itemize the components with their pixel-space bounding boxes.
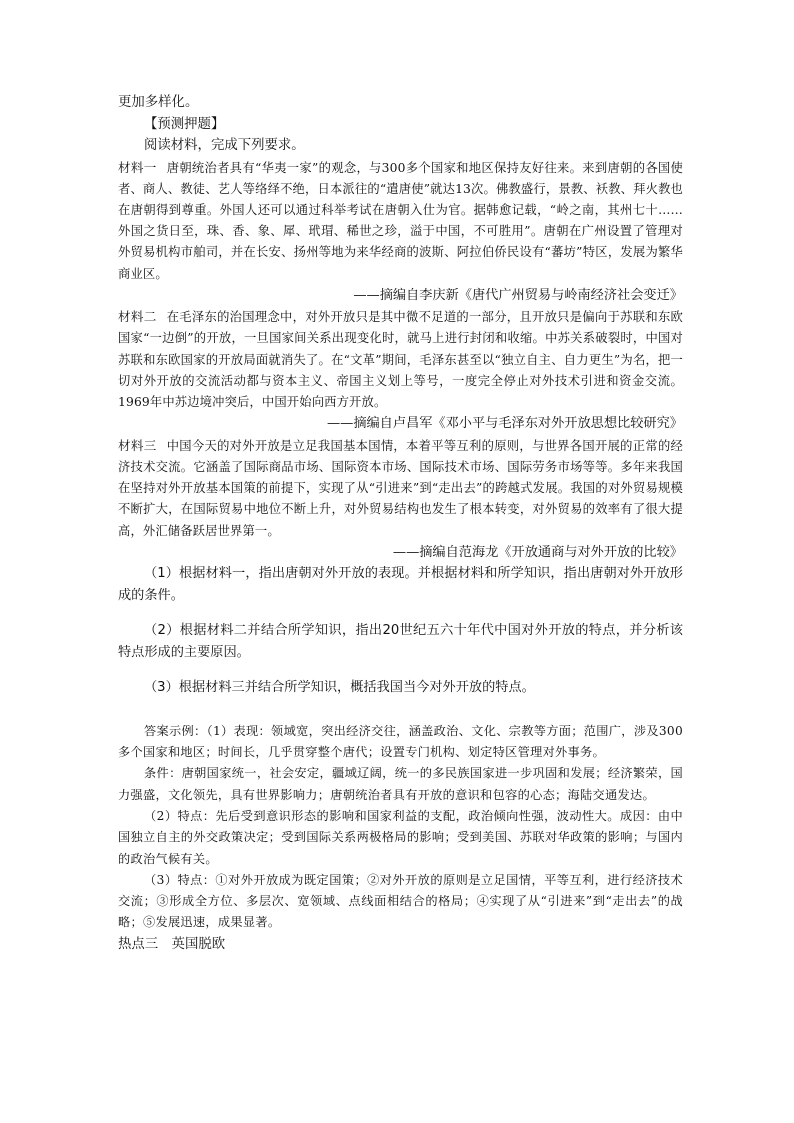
answer-1-conditions: 条件：唐朝国家统一，社会安定，疆域辽阔，统一的多民族国家进一步巩固和发展；经济繁荣，国力强盛，文化领先，具有世界影响力；唐朝统治者具有开放的意识和包容的心态；海陆交通发达。 <box>118 766 683 802</box>
instruction: 阅读材料，完成下列要求。 <box>144 138 305 153</box>
material-1 <box>118 157 683 285</box>
answer-2: （2）特点：先后受到意识形态的影响和国家利益的支配，政治倾向性强，波动性大。成因：由中国独立自主的外交政策决定；受到国际关系两极格局的影响；受到美国、苏联对华政策的影响；与国内的政治气候有关。 <box>118 808 683 866</box>
material-3 <box>118 435 683 542</box>
material-2-source: ——摘编自卢昌军《邓小平与毛泽东对外开放思想比较研究》 <box>326 416 683 432</box>
question-2: （2）根据材料二并结合所学知识，指出20世纪五六十年代中国对外开放的特点，并分析该特点形成的主要原因。 <box>118 623 683 660</box>
material-2-text: 在毛泽东的治国理念中，对外开放只是其中微不足道的一部分，且开放只是偏向于苏联和东欧国家“一边倒”的开放，一旦国家间关系出现变化时，就马上进行封闭和收缩。中苏关系破裂时，中国对苏联和东欧国家的开放局面就消失了。在“文革”期间，毛泽东甚至以“独立自主、自力更生”为名，把一切对外开放的交流活动都与资本主义、帝国主义划上等号，一度完全停止对外技术引进和资金交流。1969年中苏边境冲突后，中国开始向西方开放。 <box>118 310 683 410</box>
material-1-source: ——摘编自李庆新《唐代广州贸易与岭南经济社会变迁》 <box>353 287 683 303</box>
material-2-label: 材料二 <box>118 309 157 325</box>
material-3-label: 材料三 <box>118 437 157 453</box>
material-2 <box>118 306 683 413</box>
material-1-text: 唐朝统治者具有“华夷一家”的观念，与300多个国家和地区保持友好往来。来到唐朝的各国使者、商人、教徒、艺人等络绎不绝，日本派往的“遣唐使”就达13次。佛教盛行，景教、袄教、拜火教也在唐朝得到尊重。外国人还可以通过科举考试在唐朝入仕为官。据韩愈记载，“岭之南，其州七十……外国之货日至，珠、香、象、犀、玳瑁、稀世之珍，溢于中国，不可胜用”。唐朝在广州设置了管理对外贸易机构市舶司，并在长安、扬州等地为来华经商的波斯、阿拉伯侨民设有“蕃坊”特区，发展为繁华商业区。 <box>118 160 683 281</box>
material-3-text: 中国今天的对外开放是立足我国基本国情，本着平等互利的原则，与世界各国开展的正常的经济技术交流。它涵盖了国际商品市场、国际资本市场、国际技术市场、国际劳务市场等等。多年来我国在坚持对外开放基本国策的前提下，实现了从“引进来”到“走出去”的跨越式发展。我国的对外贸易规模不断扩大，在国际贸易中地位不断上升，对外贸易结构也发生了根本转变，对外贸易的效率有了很大提高，外汇储备跃居世界第一。 <box>118 438 683 538</box>
page-content <box>118 92 683 955</box>
question-3: （3）根据材料三并结合所学知识，概括我国当今对外开放的特点。 <box>144 680 535 696</box>
footer-heading: 热点三 英国脱欧 <box>118 936 226 952</box>
section-title: 【预测押题】 <box>144 116 225 132</box>
answer-1: 答案示例：（1）表现：领域宽，突出经济交往，涵盖政治、文化、宗教等方面；范围广，涉及300多个国家和地区；时间长，几乎贯穿整个唐代；设置专门机构、划定特区管理对外事务。 <box>118 723 683 760</box>
question-1: （1）根据材料一，指出唐朝对外开放的表现。并根据材料和所学知识，指出唐朝对外开放形成的条件。 <box>118 566 683 603</box>
material-1-label: 材料一 <box>118 159 157 175</box>
material-3-source: ——摘编自范海龙《开放通商与对外开放的比较》 <box>392 544 683 560</box>
intro-line: 更加多样化。 <box>118 95 199 110</box>
answer-3: （3）特点：①对外开放成为既定国策；②对外开放的原则是立足国情，平等互利，进行经济技术交流；③形成全方位、多层次、宽领域、点线面相结合的格局；④实现了从“引进来”到“走出去”的战略；⑤发展迅速，成果显著。 <box>118 872 683 930</box>
